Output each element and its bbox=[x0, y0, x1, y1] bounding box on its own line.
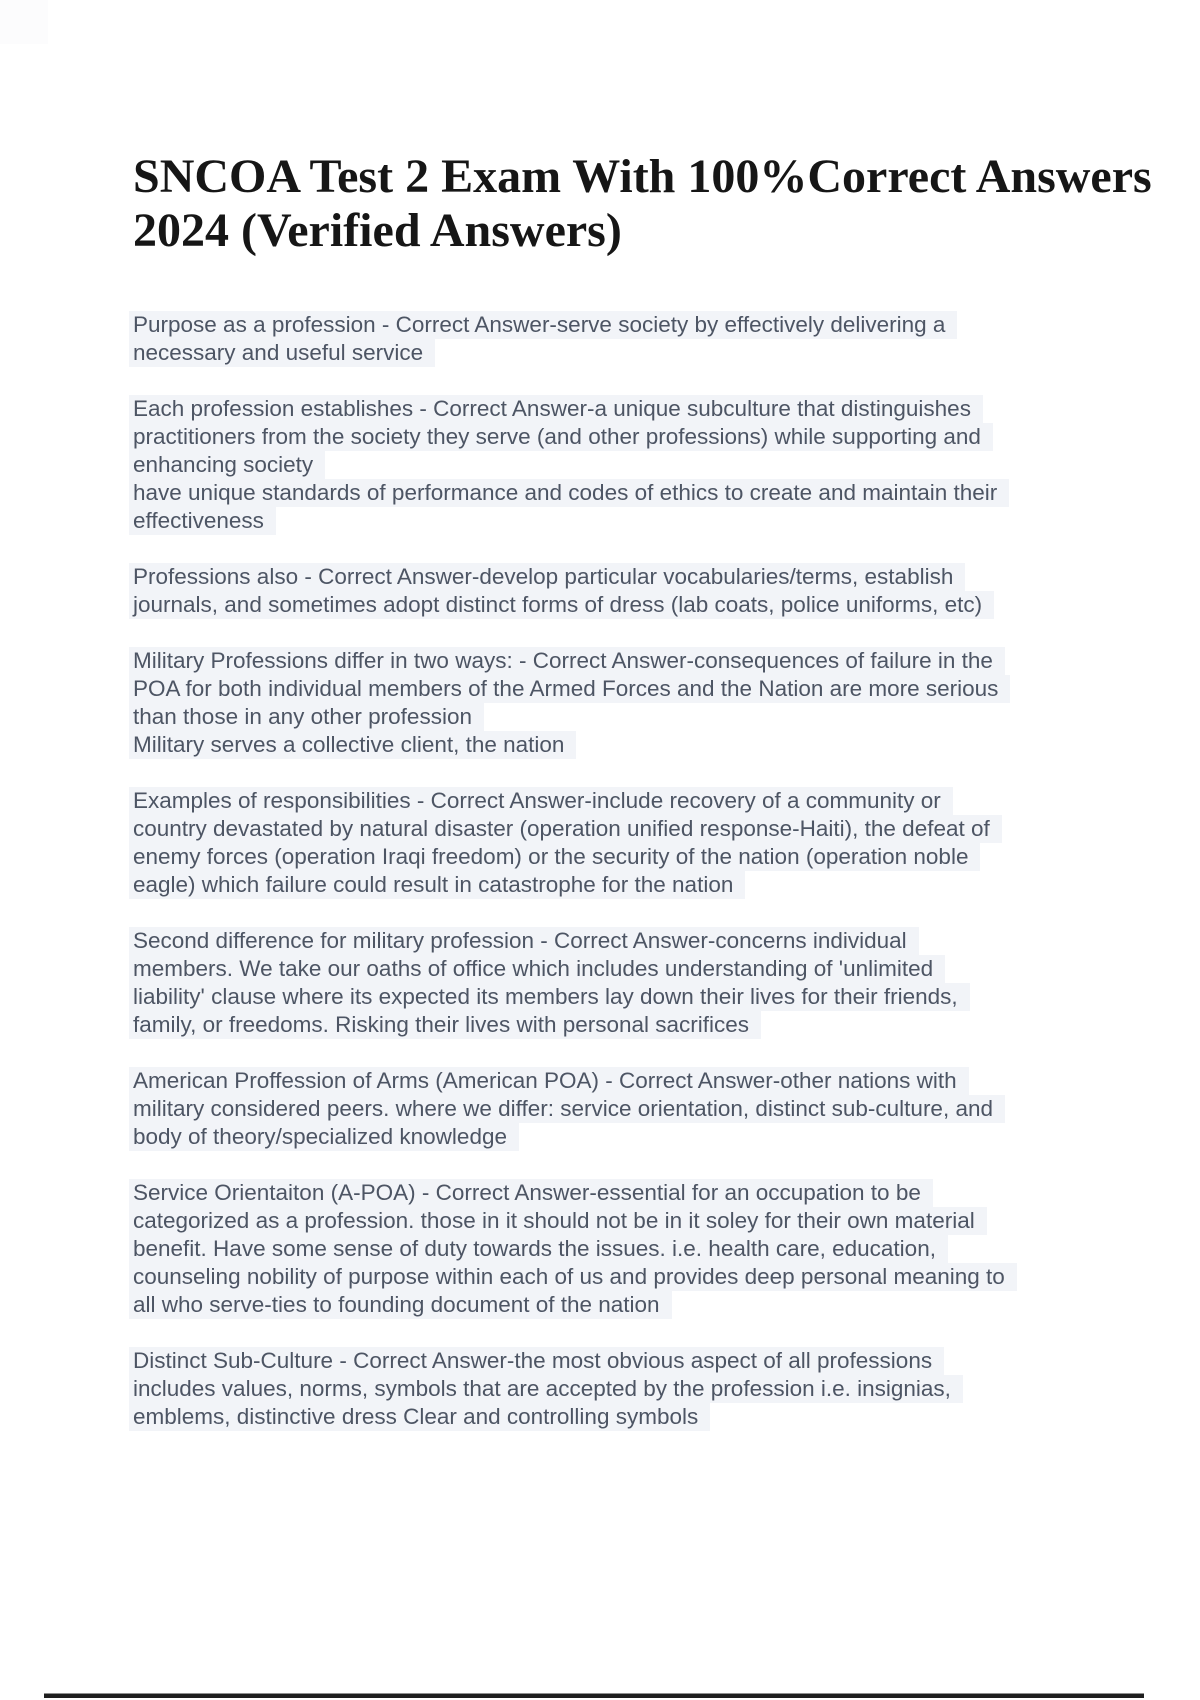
paragraph bbox=[133, 927, 1143, 1039]
highlighted-text: military considered peers. where we differ: service orientation, distinct sub-culture, and bbox=[129, 1095, 1005, 1123]
paragraph bbox=[133, 1179, 1143, 1319]
paragraph bbox=[133, 787, 1143, 899]
highlighted-text: than those in any other profession bbox=[129, 703, 484, 731]
text-line bbox=[133, 787, 1143, 815]
highlighted-text: enhancing society bbox=[129, 451, 325, 479]
highlighted-text: Purpose as a profession - Correct Answer-serve society by effectively delivering a bbox=[129, 311, 957, 339]
highlighted-text: emblems, distinctive dress Clear and controlling symbols bbox=[129, 1403, 710, 1431]
highlighted-text: necessary and useful service bbox=[129, 339, 435, 367]
highlighted-text: Military serves a collective client, the nation bbox=[129, 731, 576, 759]
text-line bbox=[133, 1179, 1143, 1207]
highlighted-text: family, or freedoms. Risking their lives with personal sacrifices bbox=[129, 1011, 761, 1039]
highlighted-text: body of theory/specialized knowledge bbox=[129, 1123, 519, 1151]
highlighted-text: have unique standards of performance and codes of ethics to create and maintain their bbox=[129, 479, 1009, 507]
text-line bbox=[133, 1095, 1143, 1123]
highlighted-text: Military Professions differ in two ways: - Correct Answer-consequences of failure in the bbox=[129, 647, 1005, 675]
text-line bbox=[133, 1123, 1143, 1151]
text-line bbox=[133, 927, 1143, 955]
page-bottom-divider bbox=[44, 1693, 1144, 1698]
text-line bbox=[133, 815, 1143, 843]
text-line bbox=[133, 507, 1143, 535]
text-line bbox=[133, 1011, 1143, 1039]
highlighted-text: Second difference for military profession - Correct Answer-concerns individual bbox=[129, 927, 919, 955]
text-line bbox=[133, 1235, 1143, 1263]
highlighted-text: effectiveness bbox=[129, 507, 276, 535]
text-line bbox=[133, 843, 1143, 871]
text-line bbox=[133, 563, 1143, 591]
text-line bbox=[133, 395, 1143, 423]
page-title bbox=[133, 150, 1152, 258]
text-line bbox=[133, 479, 1143, 507]
highlighted-text: Distinct Sub-Culture - Correct Answer-the most obvious aspect of all professions bbox=[129, 1347, 944, 1375]
highlighted-text: categorized as a profession. those in it should not be in it soley for their own material bbox=[129, 1207, 987, 1235]
paragraph bbox=[133, 311, 1143, 367]
highlighted-text: Service Orientaiton (A-POA) - Correct Answer-essential for an occupation to be bbox=[129, 1179, 933, 1207]
highlighted-text: includes values, norms, symbols that are accepted by the profession i.e. insignias, bbox=[129, 1375, 963, 1403]
highlighted-text: POA for both individual members of the Armed Forces and the Nation are more serious bbox=[129, 675, 1010, 703]
text-line bbox=[133, 311, 1143, 339]
text-line bbox=[133, 1263, 1143, 1291]
highlighted-text: eagle) which failure could result in catastrophe for the nation bbox=[129, 871, 745, 899]
scan-corner-artifact bbox=[0, 0, 48, 44]
text-line bbox=[133, 871, 1143, 899]
highlighted-text: members. We take our oaths of office which includes understanding of 'unlimited bbox=[129, 955, 945, 983]
text-line bbox=[133, 647, 1143, 675]
text-line bbox=[133, 731, 1143, 759]
text-line bbox=[133, 1347, 1143, 1375]
highlighted-text: practitioners from the society they serve (and other professions) while supporting and bbox=[129, 423, 993, 451]
text-line bbox=[133, 675, 1143, 703]
text-line bbox=[133, 1403, 1143, 1431]
text-line bbox=[133, 339, 1143, 367]
text-line bbox=[133, 423, 1143, 451]
text-line bbox=[133, 1375, 1143, 1403]
paragraph bbox=[133, 563, 1143, 619]
highlighted-text: Examples of responsibilities - Correct Answer-include recovery of a community or bbox=[129, 787, 953, 815]
text-line bbox=[133, 983, 1143, 1011]
highlighted-text: journals, and sometimes adopt distinct forms of dress (lab coats, police uniforms, etc) bbox=[129, 591, 994, 619]
paragraph bbox=[133, 647, 1143, 759]
text-line bbox=[133, 703, 1143, 731]
text-line bbox=[133, 451, 1143, 479]
text-line bbox=[133, 955, 1143, 983]
highlighted-text: country devastated by natural disaster (operation unified response-Haiti), the defeat of bbox=[129, 815, 1002, 843]
text-line bbox=[133, 1291, 1143, 1319]
highlighted-text: American Proffession of Arms (American POA) - Correct Answer-other nations with bbox=[129, 1067, 969, 1095]
paragraph bbox=[133, 395, 1143, 535]
highlighted-text: Professions also - Correct Answer-develop particular vocabularies/terms, establish bbox=[129, 563, 965, 591]
text-line bbox=[133, 591, 1143, 619]
paragraph bbox=[133, 1347, 1143, 1431]
title-line-2: 2024 (Verified Answers) bbox=[133, 204, 622, 257]
text-line bbox=[133, 1067, 1143, 1095]
highlighted-text: liability' clause where its expected its members lay down their lives for their friends, bbox=[129, 983, 970, 1011]
highlighted-text: counseling nobility of purpose within each of us and provides deep personal meaning to bbox=[129, 1263, 1017, 1291]
highlighted-text: enemy forces (operation Iraqi freedom) or the security of the nation (operation noble bbox=[129, 843, 980, 871]
paragraph bbox=[133, 1067, 1143, 1151]
document-body bbox=[133, 311, 1143, 1459]
highlighted-text: Each profession establishes - Correct Answer-a unique subculture that distinguishes bbox=[129, 395, 983, 423]
highlighted-text: benefit. Have some sense of duty towards the issues. i.e. health care, education, bbox=[129, 1235, 948, 1263]
text-line bbox=[133, 1207, 1143, 1235]
highlighted-text: all who serve-ties to founding document of the nation bbox=[129, 1291, 672, 1319]
title-line-1: SNCOA Test 2 Exam With 100%Correct Answers bbox=[133, 150, 1152, 203]
